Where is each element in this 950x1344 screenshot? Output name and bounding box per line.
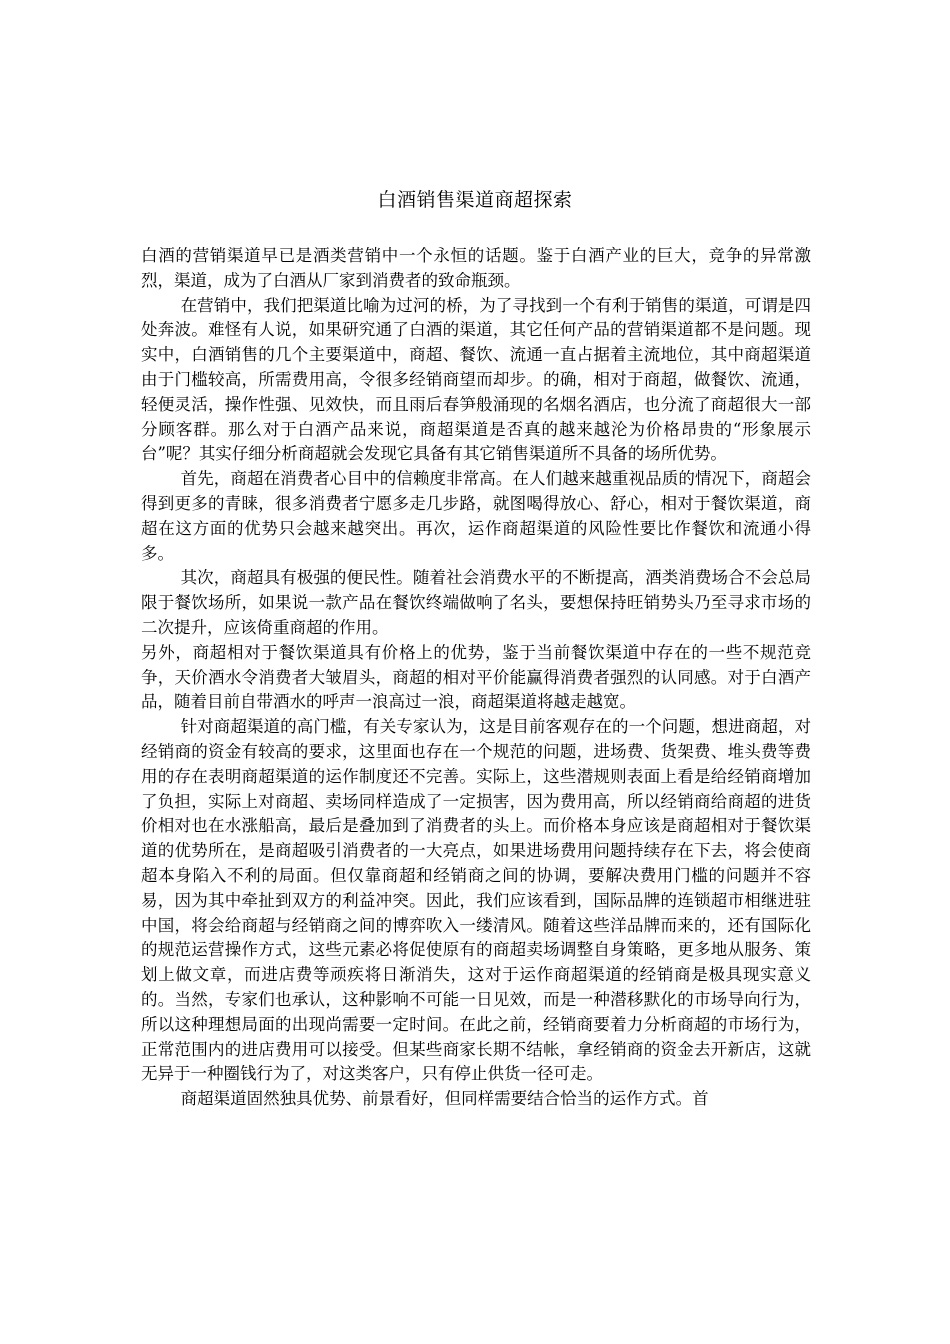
paragraph: 在营销中，我们把渠道比喻为过河的桥，为了寻找到一个有利于销售的渠道，可谓是四处奔波。难怪有人说，如果研究通了白酒的渠道，其它任何产品的营销渠道都不是问题。现实中，白酒销售的几个主要渠道中，商超、餐饮、流通一直占据着主流地位，其中商超渠道由于门槛较高，所需费用高，令很多经销商望而却步。的确，相对于商超，做餐饮、流通，轻便灵活，操作性强、见效快，而且雨后春笋般涌现的名烟名酒店，也分流了商超很大一部分顾客群。那么对于白酒产品来说，商超渠道是否真的越来越沦为价格昂贵的“形象展示台”呢？其实仔细分析商超就会发现它具备有其它销售渠道所不具备的场所优势。 (141, 295, 811, 464)
document-title: 白酒销售渠道商超探索 (377, 189, 573, 211)
paragraph: 商超渠道固然独具优势、前景看好，但同样需要结合恰当的运作方式。首 (180, 1089, 709, 1109)
paragraph: 首先，商超在消费者心目中的信赖度非常高。在人们越来越重视品质的情况下，商超会得到更多的青睐，很多消费者宁愿多走几步路，就图喝得放心、舒心，相对于餐饮渠道，商超在这方面的优势只会越来越突出。再次，运作商超渠道的风险性要比作餐饮和流通小得多。 (141, 469, 811, 563)
paragraph: 其次，商超具有极强的便民性。随着社会消费水平的不断提高，酒类消费场合不会总局限于餐饮场所，如果说一款产品在餐饮终端做响了名头，要想保持旺销势头乃至寻求市场的二次提升，应该倚重商超的作用。 (141, 568, 811, 637)
paragraph: 另外，商超相对于餐饮渠道具有价格上的优势，鉴于当前餐饮渠道中存在的一些不规范竞争，天价酒水令消费者大皱眉头，商超的相对平价能赢得消费者强烈的认同感。对于白酒产品，随着目前自带酒水的呼声一浪高过一浪，商超渠道将越走越宽。 (141, 642, 811, 712)
paragraph: 白酒的营销渠道早已是酒类营销中一个永恒的话题。鉴于白酒产业的巨大，竞争的异常激烈，渠道，成为了白酒从厂家到消费者的致命瓶颈。 (141, 246, 811, 290)
paragraph: 针对商超渠道的高门槛，有关专家认为，这是目前客观存在的一个问题，想进商超，对经销商的资金有较高的要求，这里面也存在一个规范的问题，进场费、货架费、堆头费等费用的存在表明商超渠道的运作制度还不完善。实际上，这些潜规则表面上看是给经销商增加了负担，实际上对商超、卖场同样造成了一定损害，因为费用高，所以经销商给商超的进货价相对也在水涨船高，最后是叠加到了消费者的头上。而价格本身应该是商超相对于餐饮渠道的优势所在，是商超吸引消费者的一大亮点，如果进场费用问题持续存在下去，将会使商超本身陷入不利的局面。但仅靠商超和经销商之间的协调，要解决费用门槛的问题并不容易，因为其中牵扯到双方的利益冲突。因此，我们应该看到，国际品牌的连锁超市相继进驻中国，将会给商超与经销商之间的博弈吹入一缕清风。随着这些洋品牌而来的，还有国际化的规范运营操作方式，这些元素必将促使原有的商超卖场调整自身策略，更多地从服务、策划上做文章，而进店费等顽疾将日渐消失，这对于运作商超渠道的经销商是极具现实意义的。当然，专家们也承认，这种影响不可能一日见效，而是一种潜移默化的市场导向行为，所以这种理想局面的出现尚需要一定时间。在此之前，经销商要着力分析商超的市场行为，正常范围内的进店费用可以接受。但某些商家长期不结帐，拿经销商的资金去开新店，这就无异于一种圈钱行为了，对这类客户，只有停止供货一径可走。 (141, 717, 811, 1084)
document-body (141, 244, 811, 1224)
